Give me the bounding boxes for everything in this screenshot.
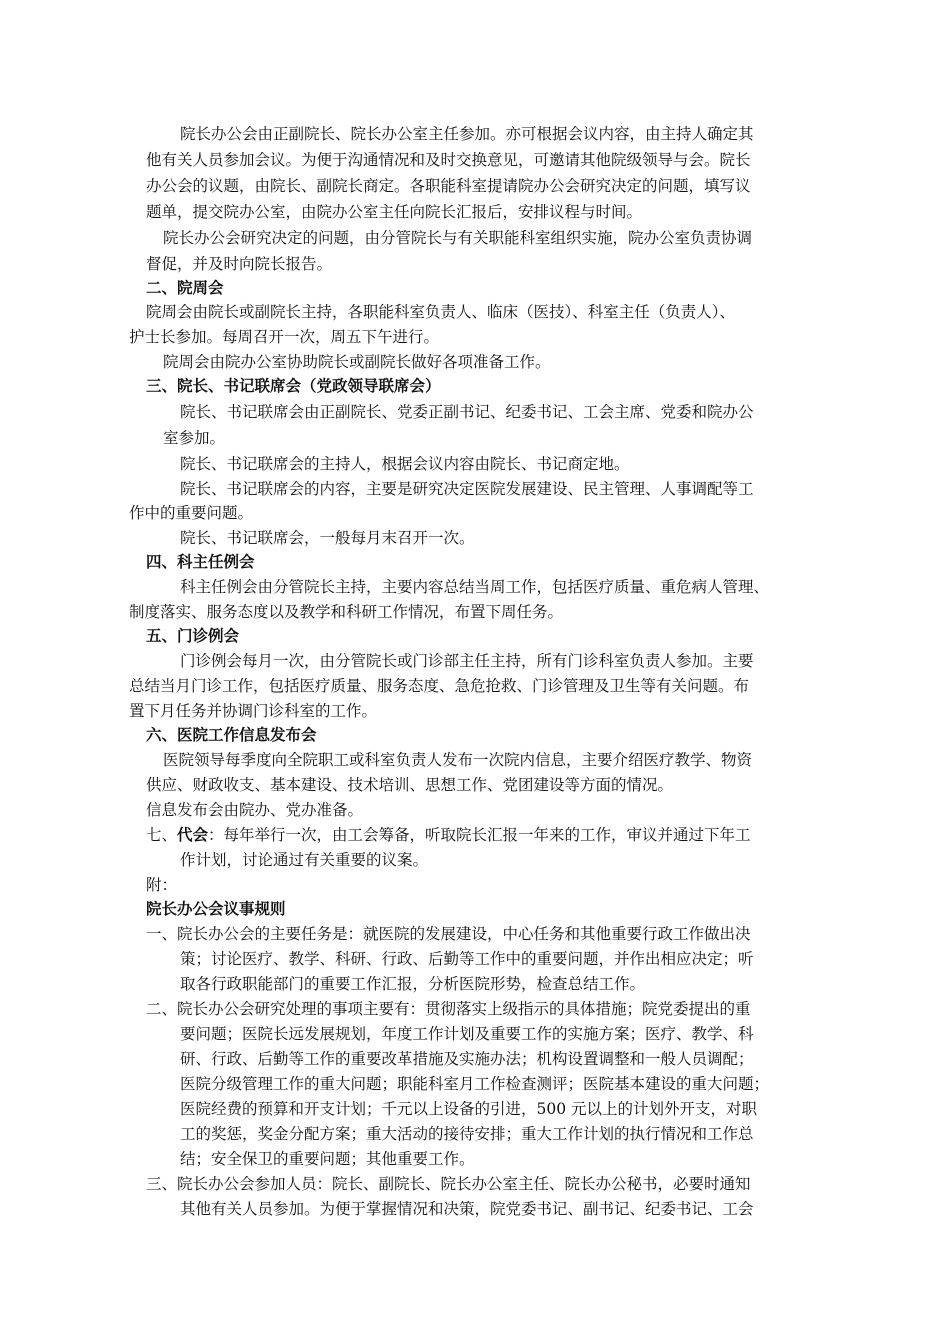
appendix-label: 附： (146, 876, 178, 894)
paragraph-line: 室参加。 (163, 429, 226, 447)
section-heading: 四、科主任例会 (146, 552, 255, 571)
paragraph-line: 工的奖惩，奖金分配方案；重大活动的接待安排；重大工作计划的执行情况和工作总 (180, 1125, 754, 1143)
section-heading: 三、院长、书记联席会（党政领导联席会） (146, 376, 441, 395)
section-number: 七、 (146, 826, 178, 844)
paragraph-line: 院周会由院长或副院长主持，各职能科室负责人、临床（医技）、科室主任（负责人）、 (146, 303, 736, 321)
paragraph-line: 办公会的议题，由院长、副院长商定。各职能科室提请院办公会研究决定的问题，填写议 (146, 177, 751, 195)
appendix-title: 院长办公会议事规则 (146, 899, 286, 918)
list-item: 三、院长办公会参加人员：院长、副院长、院长办公室主任、院长办公秘书，必要时通知 (146, 1175, 751, 1193)
paragraph-line: 要问题；医院长远发展规划，年度工作计划及重要工作的实施方案；医疗、教学、科 (180, 1025, 754, 1043)
paragraph-line: 信息发布会由院办、党办准备。 (146, 801, 364, 819)
paragraph-line: 置下月任务并协调门诊科室的工作。 (129, 702, 378, 720)
paragraph-line: 作计划，讨论通过有关重要的议案。 (180, 851, 429, 869)
paragraph-line: 题单，提交院办公室，由院办公室主任向院长汇报后，安排议程与时间。 (146, 203, 643, 221)
section-heading: 二、院周会 (146, 278, 224, 297)
paragraph-line: 医院领导每季度向全院职工或科室负责人发布一次院内信息，主要介绍医疗教学、物资 (163, 751, 753, 769)
paragraph-line: 供应、财政收支、基本建设、技术培训、思想工作、党团建设等方面的情况。 (146, 776, 674, 794)
paragraph-line: 院长、书记联席会，一般每月末召开一次。 (180, 529, 475, 547)
paragraph-line: 督促，并及时向院长报告。 (146, 255, 333, 273)
paragraph-line: 科主任例会由分管院长主持，主要内容总结当周工作，包括医疗质量、重危病人管理、 (180, 578, 770, 596)
paragraph-line: 结；安全保卫的重要问题；其他重要工作。 (180, 1150, 475, 1168)
paragraph-line: 院周会由院办公室协助院长或副院长做好各项准备工作。 (163, 353, 551, 371)
paragraph-line: 研、行政、后勤等工作的重要改革措施及实施办法；机构设置调整和一般人员调配； (180, 1050, 754, 1068)
paragraph-line: 院长、书记联席会的主持人，根据会议内容由院长、书记商定地。 (180, 455, 630, 473)
paragraph-line: 院长办公会研究决定的问题，由分管院长与有关职能科室组织实施，院办公室负责协调 (163, 229, 753, 247)
paragraph-line: 他有关人员参加会议。为便于沟通情况和及时交换意见，可邀请其他院级领导与会。院长 (146, 151, 751, 169)
paragraph-line: 院长、书记联席会的内容，主要是研究决定医院发展建设、民主管理、人事调配等工 (180, 480, 754, 498)
paragraph-line: 取各行政职能部门的重要工作汇报，分析医院形势，检查总结工作。 (180, 975, 646, 993)
section-heading: 代会 (177, 825, 209, 844)
paragraph-line: 院长、书记联席会由正副院长、党委正副书记、纪委书记、工会主席、党委和院办公 (180, 403, 754, 421)
paragraph-line (146, 823, 751, 847)
list-item: 二、院长办公会研究处理的事项主要有：贯彻落实上级指示的具体措施；院党委提出的重 (146, 1000, 751, 1018)
paragraph-text: ：每年举行一次，由工会筹备，听取院长汇报一年来的工作，审议并通过下年工 (208, 826, 751, 844)
paragraph-line: 策；讨论医疗、教学、科研、行政、后勤等工作中的重要问题，并作出相应决定；听 (180, 950, 754, 968)
paragraph-line: 院长办公会由正副院长、院长办公室主任参加。亦可根据会议内容，由主持人确定其 (180, 125, 754, 143)
paragraph-line: 制度落实、服务态度以及教学和科研工作情况，布置下周任务。 (129, 603, 564, 621)
paragraph-line: 护士长参加。每周召开一次，周五下午进行。 (129, 328, 440, 346)
paragraph-line: 其他有关人员参加。为便于掌握情况和决策，院党委书记、副书记、纪委书记、工会 (180, 1200, 754, 1218)
paragraph-line: 门诊例会每月一次，由分管院长或门诊部主任主持，所有门诊科室负责人参加。主要 (180, 652, 754, 670)
paragraph-line: 作中的重要问题。 (129, 504, 254, 522)
paragraph-line: 医院分级管理工作的重大问题；职能科室月工作检查测评；医院基本建设的重大问题； (180, 1075, 770, 1093)
section-heading: 五、门诊例会 (146, 626, 240, 645)
paragraph-line: 总结当月门诊工作，包括医疗质量、服务态度、急危抢救、门诊管理及卫生等有关问题。布 (129, 677, 750, 695)
section-heading: 六、医院工作信息发布会 (146, 725, 317, 744)
list-item: 一、院长办公会的主要任务是：就医院的发展建设，中心任务和其他重要行政工作做出决 (146, 925, 751, 943)
paragraph-line: 医院经费的预算和开支计划；千元以上设备的引进，500 元以上的计划外开支，对职 (180, 1100, 758, 1118)
